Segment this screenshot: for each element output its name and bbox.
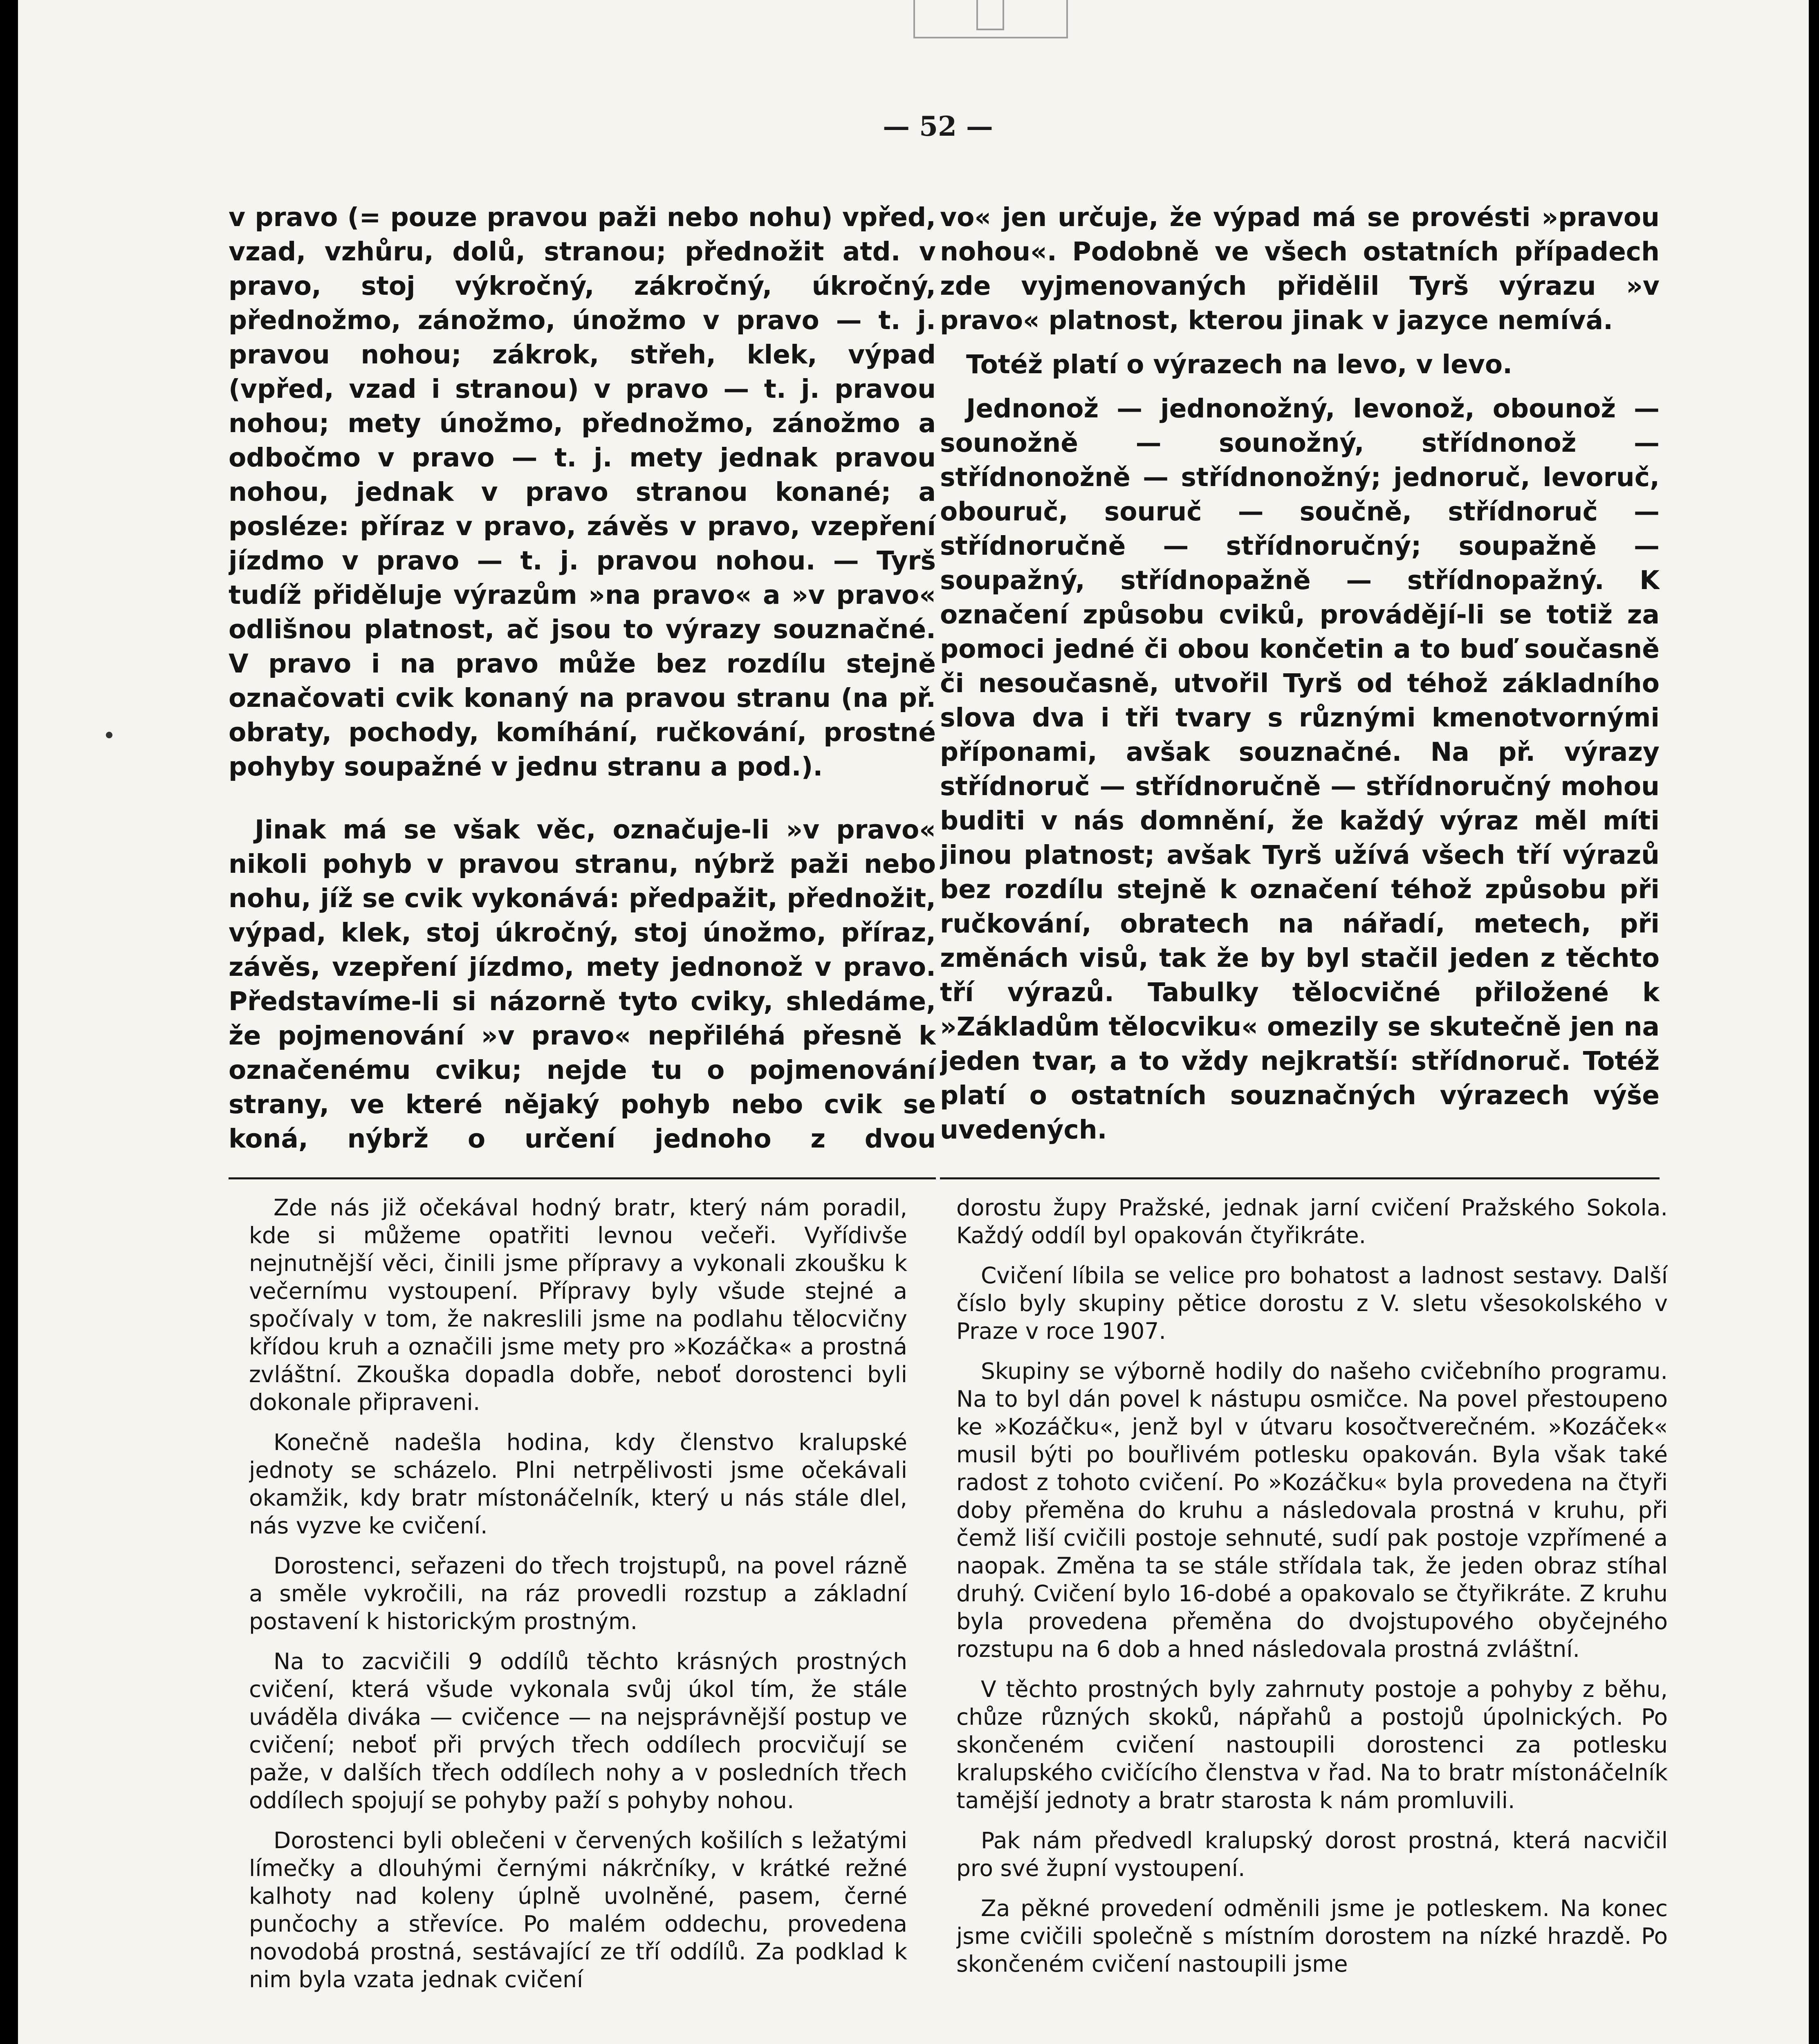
paragraph: V těchto prostných byly zahrnuty postoje a pohyby z běhu, chůze různých skoků, nápřahů a postojů úpolnických. Po skončeném cvičení nastoupili dorostenci za potlesku kralupského cvičícího členstva v řad. Na to bratr místonáčelník tamější jednoty a bratr starosta k nám promluvili. (956, 1676, 1668, 1813)
footnote-divider (229, 1177, 936, 1179)
lower-left-column (249, 1194, 907, 2044)
paragraph: Skupiny se výborně hodily do našeho cvičebního programu. Na to byl dán povel k nástupu osmičce. Na povel přestoupeno ke »Kozáčku«, jenž byl v útvaru kosočtverečném. »Kozáček« musil býti po bouřlivém potlesku opakován. Byla však také radost z tohoto cvičení. Po »Kozáčku« byla provedena na čtyři doby přeměna do kruhu a následovala prostná v kruhu, při čemž liší cvičili postoje sehnuté, sudí pak postoje vzpřímené a naopak. Změna ta se stále střídala tak, že jeden obraz stíhal druhý. Cvičení bylo 16-dobé a opakovalo se čtyřikráte. Z kruhu byla provedena přeměna do dvojstupového obyčejného rozstupu na 6 dob a hned následovala prostná zvláštní. (956, 1358, 1668, 1662)
paragraph: Totéž platí o výrazech na levo, v levo. (966, 350, 1513, 379)
footnote-divider (940, 1177, 1660, 1179)
paragraph: Jinak má se však věc, označuje-li »v pravo« nikoli pohyb v pravou stranu, nýbrž paži nebo nohu, jíž se cvik vykonává: předpažit, přednožit, výpad, klek, stoj úkročný, stoj únožmo, příraz, závěs, vzepření jízdmo, mety jednonož v pravo. Představíme-li si názorně tyto cviky, shledáme, že pojmenování »v pravo« nepřiléhá přesně k označenému cviku; nejde tu o pojmenování strany, ve které nějaký pohyb nebo cvik se koná, nýbrž o určení jednoho z dvou (229, 815, 936, 1154)
paragraph: Jednonož — jednonožný, levonož, obounož — sounožně — sounožný, střídnonož — střídnonožně — střídnonožný; jednoruč, levoruč, obouruč, souruč — součně, střídnoruč — střídnoručně — střídnoručný; soupažně — soupažný, střídnopažně — střídnopažný. K označení způsobu cviků, provádějí-li se totiž za pomoci jedné či obou končetin a to buď současně či nesoučasně, utvořil Tyrš od téhož základního slova dva i tři tvary s různými kmenotvornými příponami, avšak souznačné. Na př. výrazy střídnoruč — střídnoručně — střídnoručný mohou buditi v nás domnění, že každý výraz měl míti jinou platnost; avšak Tyrš užívá všech tří výrazů bez rozdílu stejně k označení téhož způsobu při ručkování, obratech na nářadí, metech, při změnách visů, tak že by byl stačil jeden z těchto tří výrazů. Tabulky tělocvičné přiložené k »Základům tělocviku« omezily se skutečně jen na jeden tvar, a to vždy nejkratší: střídnoruč. Totéž platí o ostatních souznačných výrazech výše uvedených. (940, 394, 1660, 1145)
upper-right-column (940, 200, 1660, 1157)
page-sheet (18, 0, 1809, 2044)
scan-speck (106, 732, 112, 738)
paragraph: Cvičení líbila se velice pro bohatost a ladnost sestavy. Další číslo byly skupiny pětice dorostu z V. sletu všesokolského v Praze v roce 1907. (956, 1262, 1668, 1344)
paragraph: Dorostenci byli oblečeni v červených košilích s ležatými límečky a dlouhými černými nákrčníky, v krátké režné kalhoty nad koleny úplně uvolněné, pasem, černé punčochy a střevíce. Po malém oddechu, provedena novodobá prostná, sestávající ze tří oddílů. Za podklad k nim byla vzata jednak cvičení (249, 1827, 907, 1992)
paragraph: Dorostenci, seřazeni do třech trojstupů, na povel rázně a směle vykročili, na ráz provedli rozstup a základní postavení k historickým prostným. (249, 1553, 907, 1634)
paragraph: v pravo (= pouze pravou paži nebo nohu) vpřed, vzad, vzhůru, dolů, stranou; přednožit atd. v pravo, stoj výkročný, zákročný, úkročný, přednožmo, zánožmo, únožmo v pravo — t. j. pravou nohou; zákrok, střeh, klek, výpad (vpřed, vzad i stranou) v pravo — t. j. pravou nohou; mety únožmo, přednožmo, zánožmo a odbočmo v pravo — t. j. mety jednak pravou nohou, jednak v pravo stranou konané; a posléze: příraz v pravo, závěs v pravo, vzepření jízdmo v pravo — t. j. pravou nohou. — Tyrš tudíž přiděluje výrazům »na pravo« a »v pravo« odlišnou platnost, ač jsou to výrazy souznačné. V pravo i na pravo může bez rozdílu stejně označovati cvik konaný na pravou stranu (na př. obraty, pochody, komíhání, ručkování, prostné pohyby soupažné v jednu stranu a pod.). (229, 202, 936, 782)
upper-left-column (229, 200, 936, 1157)
page-number: — 52 — (883, 110, 993, 142)
paragraph: Na to zacvičili 9 oddílů těchto krásných prostných cvičení, která všude vykonala svůj úkol tím, že stále uváděla diváka — cvičence — na nejsprávnější postup ve cvičení; neboť při prvých třech oddílech procvičují se paže, v dalších třech oddílech nohy a v posledních třech oddílech spojují se pohyby paží s pohyby nohou. (249, 1648, 907, 1813)
paragraph: Zde nás již očekával hodný bratr, který nám poradil, kde si můžeme opatřiti levnou večeři. Vyřídivše nejnutnější věci, činili jsme přípravy a vykonali zkoušku k večernímu vystoupení. Přípravy byly všude stejné a spočívaly v tom, že nakreslili jsme na podlahu tělocvičny křídou kruh a označili jsme mety pro »Kozáčka« a prostná zvláštní. Zkouška dopadla dobře, neboť dorostenci byli dokonale připraveni. (249, 1195, 907, 1415)
paragraph: Pak nám předvedl kralupský dorost prostná, která nacvičil pro své župní vystoupení. (956, 1827, 1668, 1881)
lower-right-column (956, 1194, 1668, 2044)
paragraph: dorostu župy Pražské, jednak jarní cvičení Pražského Sokola. Každý oddíl byl opakován čtyřikráte. (956, 1195, 1668, 1248)
scan-binding-mark (913, 0, 1068, 38)
paragraph: vo« jen určuje, že výpad má se provésti »pravou nohou«. Podobně ve všech ostatních případech zde vyjmenovaných přidělil Tyrš výrazu »v pravo« platnost, kterou jinak v jazyce nemívá. (940, 202, 1660, 335)
paragraph: Za pěkné provedení odměnili jsme je potleskem. Na konec jsme cvičili společně s místním dorostem na nízké hrazdě. Po skončeném cvičení nastoupili jsme (956, 1895, 1668, 1977)
paragraph: Konečně nadešla hodina, kdy členstvo kralupské jednoty se scházelo. Plni netrpělivosti jsme očekávali okamžik, kdy bratr místonáčelník, který u nás stále dlel, nás vyzve ke cvičení. (249, 1429, 907, 1539)
